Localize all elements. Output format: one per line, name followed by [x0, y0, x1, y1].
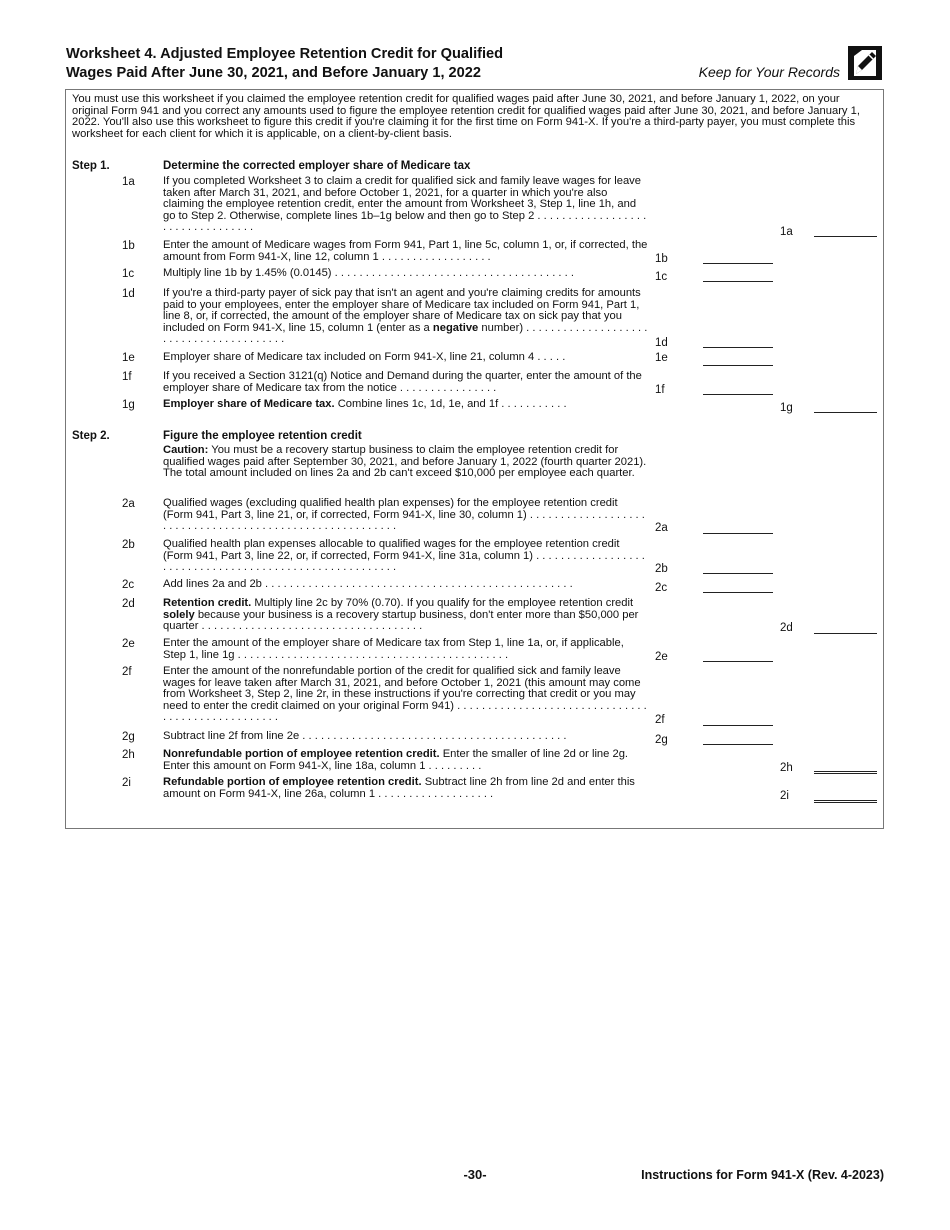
- line-2h-text-b: Enter the smaller of line 2d or line 2g. Enter this amount on Form 941-X, line 18a, column 1 . . . . . . . . .: [163, 748, 629, 772]
- line-number: 2d: [122, 598, 135, 610]
- step2-label: Step 2.: [72, 430, 110, 442]
- line-2d-text-bold: Retention credit.: [163, 597, 252, 609]
- line-ref: 2i: [780, 790, 789, 802]
- line-ref: 2c: [655, 582, 668, 594]
- line-number: 1b: [122, 240, 135, 252]
- line-1d-text-bold: negative: [432, 321, 479, 334]
- line-2i-text: [163, 777, 648, 800]
- line-ref: 2f: [655, 714, 665, 726]
- line-1d-text-c: number) . . . . . . . . . . . . . . . . . . . . . . . . . . . . . . . . . . . . . . . .: [163, 321, 648, 346]
- line-2d-text: [163, 598, 648, 633]
- step2-caution: [163, 445, 648, 480]
- line-2h-text: [163, 749, 648, 772]
- step1-title: Determine the corrected employer share of Medicare tax: [163, 160, 471, 172]
- pen-on-paper-icon: [848, 46, 882, 80]
- line-1b-text: Enter the amount of Medicare wages from Form 941, Part 1, line 5c, column 1, or, if corrected, the amount from Form 941-X, line 12, column 1 . . . . . . . . . . . . . . . . . .: [163, 239, 648, 263]
- line-1f-text: If you received a Section 3121(q) Notice and Demand during the quarter, enter the amount of the employer share of Medicare tax from the notice . . . . . . . . . . . . . . . .: [163, 370, 642, 394]
- line-2i-text-bold: Refundable portion of employee retention credit.: [163, 776, 422, 788]
- line-1c-entry[interactable]: [703, 281, 773, 282]
- line-ref: 1c: [655, 271, 668, 283]
- caution-label: Caution:: [163, 444, 209, 456]
- line-1a-text: If you completed Worksheet 3 to claim a credit for qualified sick and family leave wages for leave taken after March 31, 2021, and before October 1, 2021, for a quarter in which you're also claiming the employee retention credit, enter the amount from Worksheet 3, Step 1, line 1h, and go to Step 2. Otherwise, complete lines 1b–1g below and then go to Step 2 . . . . . . . . . . . . . . . . . . . . . . . . . . . . . . . . .: [163, 175, 647, 234]
- line-number: 1g: [122, 399, 135, 411]
- line-number: 1d: [122, 288, 135, 300]
- keep-for-records-label: Keep for Your Records: [698, 64, 840, 80]
- line-2d-text-d: because your business is a recovery startup business, don't enter more than $50,000 per quarter . . . . . . . . . . . . . . . . . . . . . . . . . . . . . . . . . . . .: [163, 608, 639, 633]
- step2-title: Figure the employee retention credit: [163, 430, 362, 442]
- line-2d-text-solely: solely: [163, 608, 195, 621]
- line-1b-entry[interactable]: [703, 263, 773, 264]
- line-ref: 1f: [655, 384, 665, 396]
- line-1f-entry[interactable]: [703, 394, 773, 395]
- line-number: 2b: [122, 539, 135, 551]
- line-ref: 1b: [655, 253, 668, 265]
- line-2e-text: Enter the amount of the employer share of Medicare tax from Step 1, line 1a, or, if applicable, Step 1, line 1g . . . . . . . . . . . . . . . . . . . . . . . . . . . . . . . . . . . . . . . . . . . .: [163, 637, 624, 661]
- line-number: 1f: [122, 371, 132, 383]
- line-ref: 1g: [780, 402, 793, 414]
- form-reference: Instructions for Form 941-X (Rev. 4-2023): [641, 1168, 884, 1182]
- line-1c-text: Multiply line 1b by 1.45% (0.0145) . . . . . . . . . . . . . . . . . . . . . . . . . . . . . . . . . . . . . . .: [163, 267, 574, 279]
- line-1g-entry[interactable]: [814, 412, 877, 413]
- line-2h-text-bold: Nonrefundable portion of employee retention credit.: [163, 748, 440, 760]
- line-1d-text: [163, 288, 648, 346]
- line-ref: 2a: [655, 522, 668, 534]
- line-number: 1e: [122, 352, 135, 364]
- line-ref: 2e: [655, 651, 668, 663]
- step1-label: Step 1.: [72, 160, 110, 172]
- line-ref: 1d: [655, 337, 668, 349]
- line-2f-text: Enter the amount of the nonrefundable portion of the credit for qualified sick and family leave wages for leave taken after March 31, 2021, and before October 1, 2021 (this amount may come from Worksheet 3, Step 2, line 2r, in these instructions if you're correcting that credit or you may need to enter the credit claimed on your original Form 941) . . . . . . . . . . . . . . . . . . . . . . . . . . . . . . . . . . . . . . . . . . . . . . . . . .: [163, 665, 647, 724]
- intro-paragraph: You must use this worksheet if you claimed the employee retention credit for qualified wages paid after June 30, 2021, and before January 1, 2022, on your original Form 941 and you correct any amounts used to figure the employee retention credit for qualified wages paid after June 30, 2021, and before January 1, 2022. You'll also use this worksheet to figure this credit if you're claiming it for the first time on Form 941-X. If you're a third-party payer, you must complete this worksheet for each client for which it is applicable, on a client-by-client basis.: [72, 93, 860, 140]
- line-2i-entry[interactable]: [814, 800, 877, 803]
- line-number: 2a: [122, 498, 135, 510]
- line-2f-entry[interactable]: [703, 725, 773, 726]
- line-1a-entry[interactable]: [814, 236, 877, 237]
- line-number: 2g: [122, 731, 135, 743]
- line-2a-text: Qualified wages (excluding qualified health plan expenses) for the employee retention credit (Form 941, Part 3, line 21, or, if corrected, Form 941-X, line 30, column 1) . . . . . . . . . . . . . . . . . . . . . . . . . . . . . . . . . . . . . . . . . . . . . . . . . . . . . . . . .: [163, 497, 645, 533]
- line-1e-text: Employer share of Medicare tax included on Form 941-X, line 21, column 4 . . . . .: [163, 351, 566, 363]
- line-number: 2f: [122, 666, 132, 678]
- line-1e-entry[interactable]: [703, 365, 773, 366]
- worksheet-title-line2: Wages Paid After June 30, 2021, and Before January 1, 2022: [66, 65, 482, 81]
- line-2b-text: Qualified health plan expenses allocable to qualified wages for the employee retention credit (Form 941, Part 3, line 22, or, if corrected, Form 941-X, line 31a, column 1) . . . . . . . . . . . . . . . . . . . . . . . . . . . . . . . . . . . . . . . . . . . . . . . . . . . . . . . .: [163, 538, 645, 574]
- line-number: 2c: [122, 579, 135, 591]
- line-2c-text: Add lines 2a and 2b . . . . . . . . . . . . . . . . . . . . . . . . . . . . . . . . . . . . . . . . . . . . . . . . . .: [163, 578, 573, 590]
- line-1d-text-a: If you're a third-party payer of sick pay that isn't an agent and you're claiming credits for amounts paid to your employees, enter the employer share of Medicare tax included on Form 941, Part 1, line 8, or, if corrected, the amount of the employer share of Medicare tax on sick pay that you included on Form 941-X, line 15, column 1 (enter as a: [163, 287, 641, 334]
- line-1g-text-bold: Employer share of Medicare tax.: [163, 398, 335, 410]
- worksheet-title: [66, 45, 666, 83]
- line-1g-text: [163, 399, 648, 411]
- line-number: 2i: [122, 777, 131, 789]
- line-number: 2h: [122, 749, 135, 761]
- line-2d-entry[interactable]: [814, 633, 877, 634]
- line-2d-text-b: Multiply line 2c by 70% (0.70). If you qualify for the employee retention credit: [251, 597, 634, 609]
- line-2b-entry[interactable]: [703, 573, 773, 574]
- line-number: 1c: [122, 268, 135, 280]
- line-ref: 2h: [780, 762, 793, 774]
- line-2c-entry[interactable]: [703, 592, 773, 593]
- line-2i-text-b: Subtract line 2h from line 2d and enter this amount on Form 941-X, line 26a, column 1 . . . . . . . . . . . . . . . . . . .: [163, 776, 635, 800]
- caution-text: You must be a recovery startup business to claim the employee retention credit for qualified wages paid after September 30, 2021, and before January 1, 2022 (fourth quarter 2021). The total amount included on lines 2a and 2b can't exceed $10,000 per employee each quarter.: [163, 444, 647, 480]
- line-ref: 1e: [655, 352, 668, 364]
- line-1d-entry[interactable]: [703, 347, 773, 348]
- line-ref: 1a: [780, 226, 793, 238]
- page-number: -30-: [463, 1167, 487, 1182]
- line-2g-text: Subtract line 2f from line 2e . . . . . . . . . . . . . . . . . . . . . . . . . . . . . . . . . . . . . . . . . . .: [163, 730, 567, 742]
- line-number: 2e: [122, 638, 135, 650]
- line-2h-entry[interactable]: [814, 771, 877, 774]
- line-1g-text-b: Combine lines 1c, 1d, 1e, and 1f . . . . . . . . . . .: [334, 398, 567, 410]
- line-ref: 2d: [780, 622, 793, 634]
- line-2a-entry[interactable]: [703, 533, 773, 534]
- line-2g-entry[interactable]: [703, 744, 773, 745]
- line-ref: 2g: [655, 734, 668, 746]
- line-2e-entry[interactable]: [703, 661, 773, 662]
- worksheet-title-line1: Worksheet 4. Adjusted Employee Retention Credit for Qualified: [66, 46, 504, 62]
- line-number: 1a: [122, 176, 135, 188]
- line-ref: 2b: [655, 563, 668, 575]
